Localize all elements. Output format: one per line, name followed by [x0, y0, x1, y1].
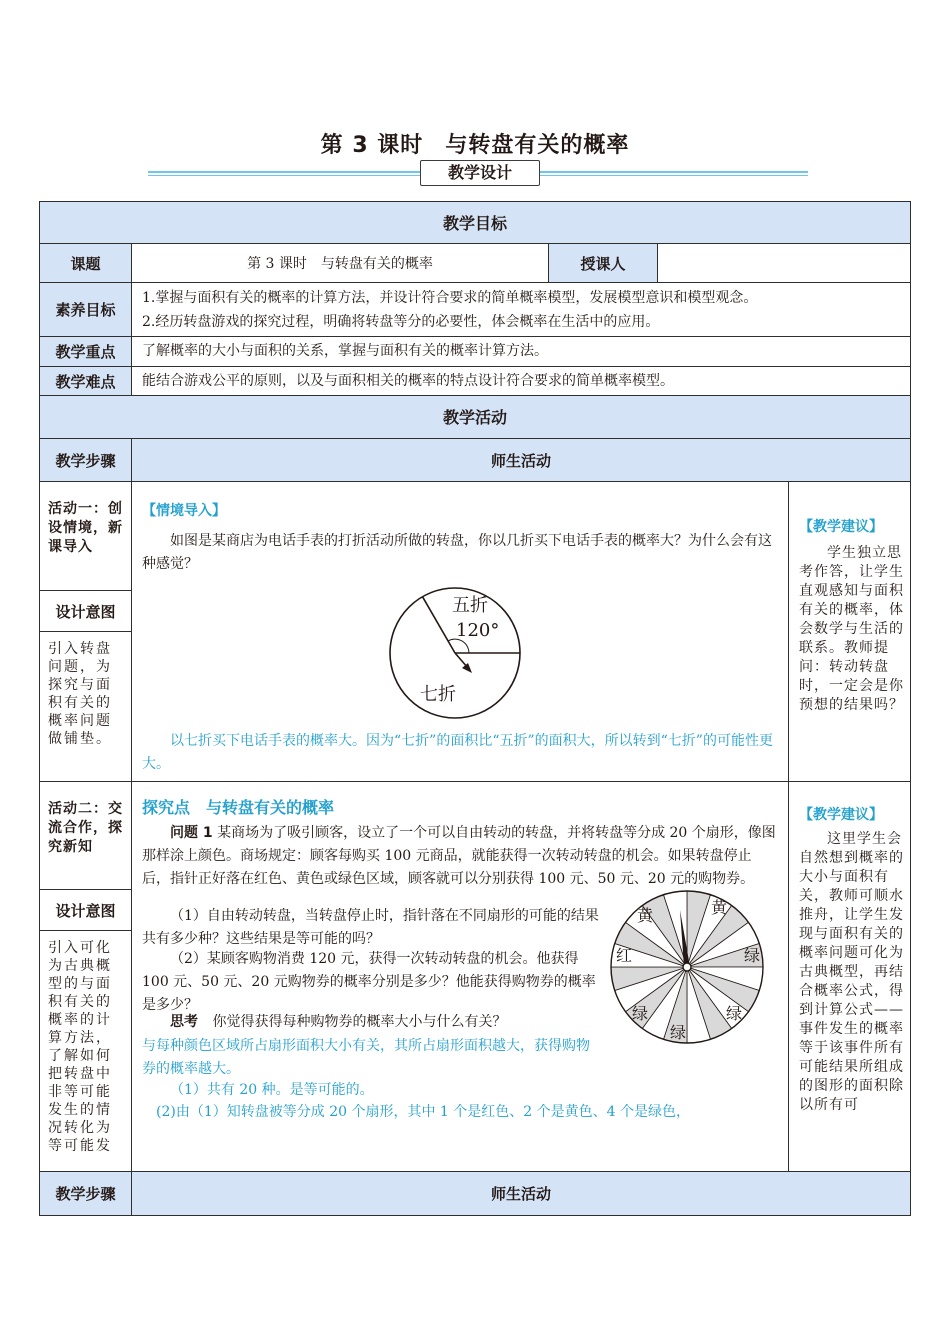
think-text: 你觉得获得每种购物券的概率大小与什么有关？ [212, 1014, 507, 1030]
label-seven-discount: 七折 [420, 684, 456, 705]
topic-label-text: 课题 [70, 255, 101, 273]
situation-question: 如图是某商店为电话手表的打折活动所做的转盘，你以几折买下电话手表的概率大？为什么会有这种感觉？ [142, 533, 772, 572]
footer-step-header [39, 1171, 132, 1216]
problem1-text [142, 822, 778, 891]
activity2-intent-label-text: 设计意图 [55, 902, 116, 920]
problem1-label: 问题 1 [170, 825, 213, 841]
wheel-label-green-4: 绿 [726, 1004, 743, 1023]
activity2-intent-label [39, 889, 132, 931]
key-point-label-text: 教学重点 [55, 343, 116, 361]
activities-header-text: 教学活动 [442, 408, 507, 427]
key-point-label [39, 336, 132, 367]
think-label: 思考 [170, 1014, 198, 1030]
footer-step-header-text: 教学步骤 [55, 1185, 116, 1203]
label-angle: 120° [456, 620, 500, 641]
think-prompt [142, 1011, 602, 1034]
activity2-intent-text: 引入可化为古典概型的与面积有关的概率的计算方法，了解如何把转盘中非等可能发生的情况转化为等可能发 [48, 940, 112, 1154]
difficulty-value [131, 366, 911, 396]
color-wheel-figure [608, 888, 766, 1046]
key-point-text: 了解概率的大小与面积的关系，掌握与面积有关的概率计算方法。 [142, 343, 548, 359]
wheel-label-yellow-2: 黄 [711, 898, 728, 917]
activity1-step-title: 活动一：创设情境，新课导入 [48, 501, 123, 555]
footer-activity-header [131, 1171, 911, 1216]
activity-column-header-text: 师生活动 [490, 452, 551, 470]
advice1-tag: 【教学建议】 [799, 519, 883, 535]
advice2-tag: 【教学建议】 [799, 807, 883, 823]
situation-tag: 【情境导入】 [142, 503, 226, 519]
answer-2: (2)由（1）知转盘被等分成 20 个扇形，其中 1 个是红色、2 个是黄色、4 个是绿色， [156, 1104, 690, 1120]
think-answer: 与每种颜色区域所占扇形面积大小有关，其所占扇形面积越大，获得购物券的概率越大。 [142, 1038, 590, 1077]
lesson-number: 第 3 课时 [320, 133, 424, 158]
difficulty-label [39, 366, 132, 396]
advice1-text: 学生独立思考作答，让学生直观感知与面积有关的概率，体会数学与生活的联系。教师提问：转动转盘时，一定会是你预想的结果吗？ [799, 545, 904, 713]
topic-value-text: 第 3 课时 与转盘有关的概率 [247, 256, 433, 272]
wheel-label-yellow-1: 黄 [637, 906, 654, 925]
activity1-intent-label-text: 设计意图 [55, 603, 116, 621]
lesson-title: 与转盘有关的概率 [445, 133, 630, 158]
topic-label [39, 243, 132, 283]
discount-wheel-figure [380, 578, 530, 728]
goals-header-text: 教学目标 [442, 214, 507, 233]
activity1-intent-text: 引入转盘问题，为探究与面积有关的概率问题做铺垫。 [48, 641, 112, 747]
teacher-label [548, 243, 658, 283]
key-point-value [131, 336, 911, 367]
teacher-label-text: 授课人 [580, 255, 626, 273]
activity2-step-title: 活动二：交流合作，探究新知 [48, 801, 123, 855]
activity1-advice [788, 481, 911, 782]
activities-header [39, 395, 911, 439]
activity-column-header [131, 438, 911, 482]
inquiry-point-title: 探究点 与转盘有关的概率 [142, 798, 335, 817]
problem1-sub1: （1）自由转动转盘，当转盘停止时，指针落在不同扇形的可能的结果共有多少种？这些结果是等可能的吗？ [142, 908, 599, 947]
label-five-discount: 五折 [452, 595, 488, 616]
step-column-header [39, 438, 132, 482]
footer-activity-header-text: 师生活动 [490, 1185, 551, 1203]
step-column-header-text: 教学步骤 [55, 452, 116, 470]
wheel-label-green-3: 绿 [670, 1023, 687, 1042]
page-title [0, 128, 950, 159]
section-banner [148, 160, 808, 186]
literacy-goal-2: 2.经历转盘游戏的探究过程，明确将转盘等分的必要性，体会概率在生活中的应用。 [142, 314, 660, 330]
goals-header [39, 201, 911, 244]
difficulty-text: 能结合游戏公平的原则，以及与面积相关的概率的特点设计符合要求的简单概率模型。 [142, 373, 674, 389]
literacy-goals [131, 282, 911, 337]
literacy-label [39, 282, 132, 337]
advice2-text: 这里学生会自然想到概率的大小与面积有关，教师可顺水推舟，让学生发现与面积有关的概率问题可化为古典概型，再结合概率公式，得到计算公式——事件发生的概率等于该事件所有可能结果所组成的图形的面积除以所有可 [799, 831, 904, 1113]
wheel-divider-1 [423, 597, 456, 653]
color-wheel-hub [683, 963, 691, 971]
activity1-intent [39, 631, 132, 782]
literacy-label-text: 素养目标 [55, 301, 116, 319]
wheel-label-green-1: 绿 [744, 946, 761, 965]
activity1-step [39, 481, 132, 591]
situation-answer: 以七折买下电话手表的概率大。因为“七折”的面积比“五折”的面积大，所以转到“七折”的可能性更大。 [142, 733, 773, 772]
activity2-intent [39, 930, 132, 1172]
activity2-step [39, 781, 132, 890]
pointer-arrowhead [462, 663, 472, 673]
difficulty-label-text: 教学难点 [55, 373, 116, 391]
banner-label: 教学设计 [420, 160, 540, 186]
teacher-value [657, 243, 911, 283]
literacy-goal-1: 1.掌握与面积有关的概率的计算方法，并设计符合要求的简单概率模型，发展模型意识和模型观念。 [142, 290, 758, 306]
topic-value [131, 243, 549, 283]
wheel-label-green-2: 绿 [632, 1004, 649, 1023]
problem1-sub2: （2）某顾客购物消费 120 元，获得一次转动转盘的机会。他获得 100 元、50 元、20 元购物券的概率分别是多少？他能获得购物券的概率是多少？ [142, 951, 596, 1013]
wheel-label-red: 红 [616, 946, 633, 965]
activity2-advice [788, 781, 911, 1172]
answer-1: （1）共有 20 种。是等可能的。 [170, 1082, 374, 1098]
problem1-body: 某商场为了吸引顾客，设立了一个可以自由转动的转盘，并将转盘等分成 20 个扇形，像图那样涂上颜色。商场规定：顾客每购买 100 元商品，就能获得一次转动转盘的机会。如果转盘停止后，指针正好落在红色、黄色或绿色区域，顾客就可以分别获得 100 元、50 元、20 元的购物券。 [142, 825, 776, 887]
activity1-intent-label [39, 590, 132, 632]
